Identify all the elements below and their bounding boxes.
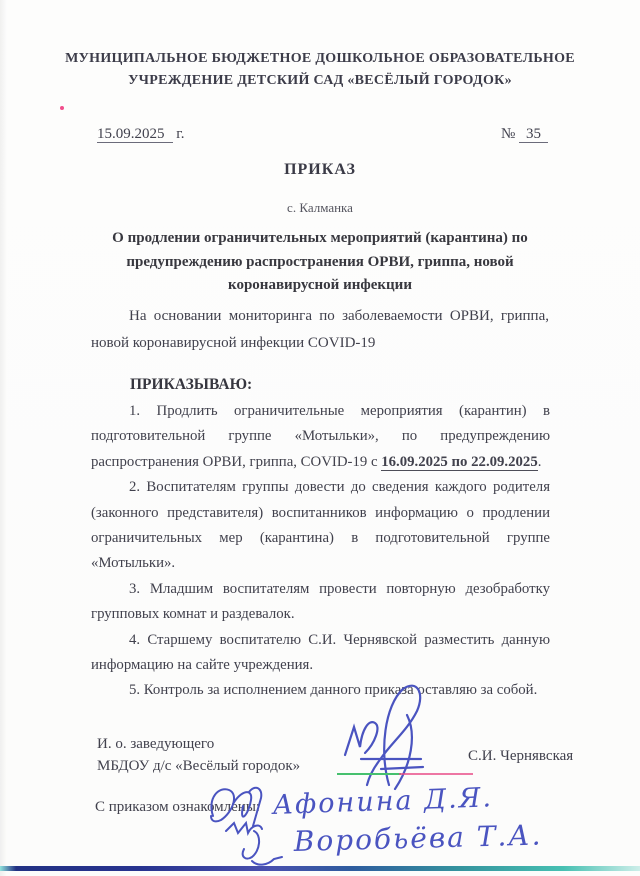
order-subject <box>80 227 560 298</box>
organization-name-line2: УЧРЕЖДЕНИЕ ДЕТСКИЙ САД «ВЕСЁЛЫЙ ГОРОДОК» <box>128 73 512 88</box>
order-subject-line2: предупреждению распространения ОРВИ, гриппа, новой <box>126 253 514 270</box>
signer-name: С.И. Чернявская <box>468 748 574 764</box>
acknowledgement-signature-2 <box>218 817 578 869</box>
acknowledgement-name-1: Афонина Д.Я. <box>272 782 494 821</box>
order-items <box>91 399 550 704</box>
order-item-4: 4. Старшему воспитателю С.И. Чернявской разместить данную информацию на сайте учреждения. <box>91 631 550 674</box>
document-type-title: ПРИКАЗ <box>284 161 356 178</box>
order-item-5: 5. Контроль за исполнением данного приказа оставляю за собой. <box>129 682 538 699</box>
order-item-1: 1. Продлить ограничительные мероприятия (карантин) в подготовительной группе «Мотыльки», по предупреждению распространения ОРВИ, гриппа, COVID-19 с 16.09.2025 по 22.09.2025. <box>91 403 550 470</box>
signer-position-line2: МБДОУ д/с «Весёлый городок» <box>97 758 301 774</box>
order-subject-line3: коронавирусной инфекции <box>228 277 412 293</box>
date-number-row <box>97 126 548 143</box>
signer-position <box>97 733 300 777</box>
acknowledged-label: С приказом ознакомлены: <box>95 799 261 815</box>
acknowledgement-name-2: Воробьёва Т.А. <box>293 818 543 858</box>
director-signature <box>323 681 483 793</box>
document-date: 15.09.2025 г. <box>97 126 185 142</box>
quarantine-dates: 16.09.2025 по 22.09.2025 <box>381 453 538 470</box>
document-number: № 35 <box>501 126 548 143</box>
order-item-3: 3. Младшим воспитателям провести повторную дезобработку групповых комнат и раздевалок. <box>91 580 550 623</box>
order-subject-line1: О продлении ограничительных мероприятий (карантина) по <box>112 230 528 246</box>
order-basis-paragraph: На основании мониторинга по заболеваемости ОРВИ, гриппа, новой коронавирусной инфекции COVID-19 <box>91 308 549 351</box>
document-place: с. Калманка <box>287 200 353 215</box>
scan-edge-band <box>0 866 640 871</box>
resolve-heading: ПРИКАЗЫВАЮ: <box>130 376 253 393</box>
signer-position-line1: И. о. заведующего <box>97 736 215 752</box>
order-item-2: 2. Воспитателям группы довести до сведения каждого родителя (законного представителя) воспитанников информацию о продлении ограничительных мер (карантина) в подготовительной группе «Мотыльки». <box>91 479 550 572</box>
organization-name <box>60 48 580 92</box>
scan-artifact-dot <box>60 106 64 110</box>
organization-name-line1: МУНИЦИПАЛЬНОЕ БЮДЖЕТНОЕ ДОШКОЛЬНОЕ ОБРАЗОВАТЕЛЬНОЕ <box>65 51 575 66</box>
